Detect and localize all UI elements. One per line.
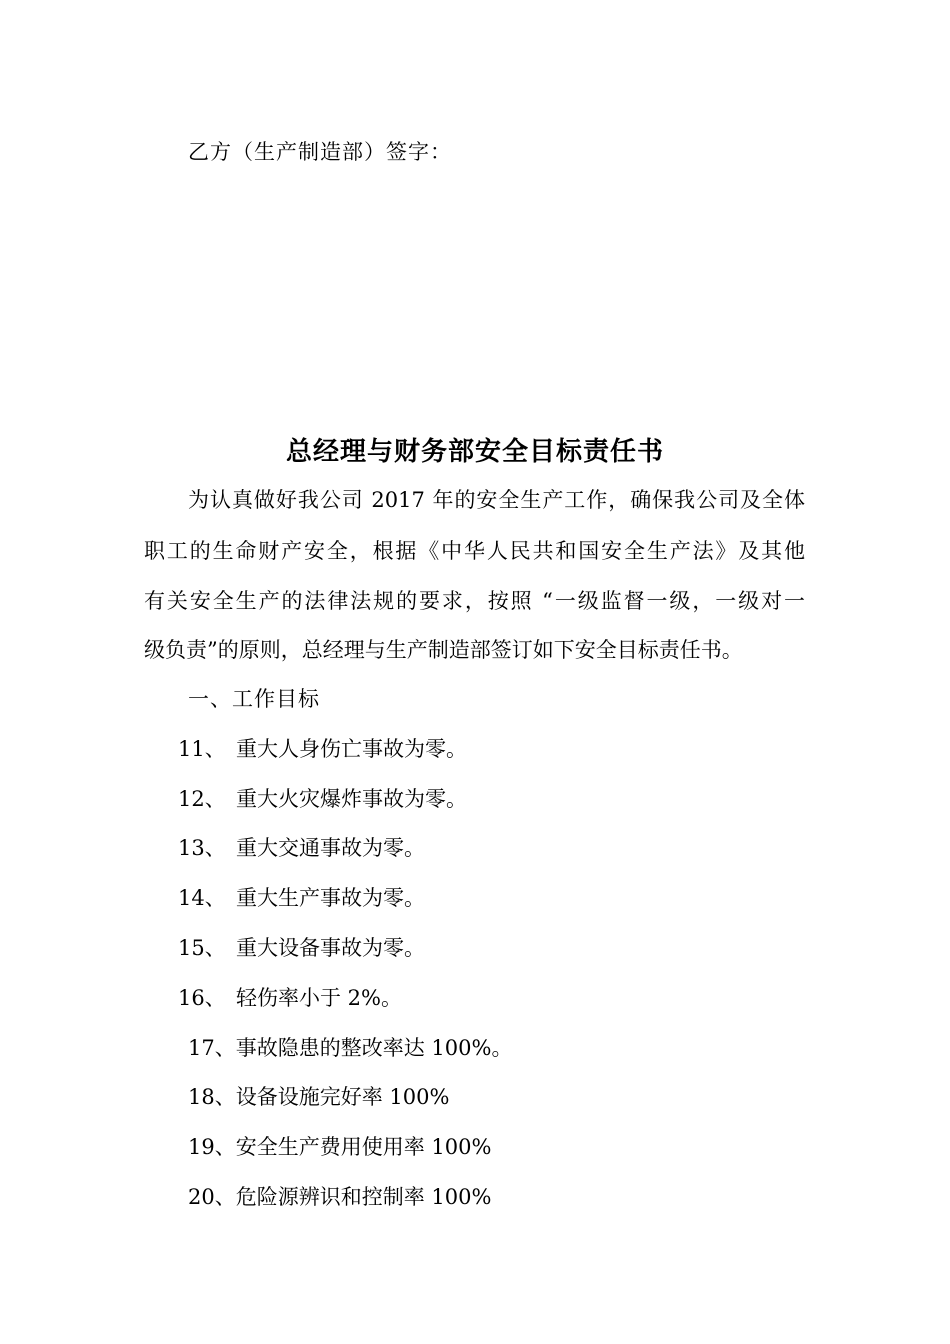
list-item-text: 重大设备事故为零。 (236, 936, 425, 960)
list-item-number: 12、 (178, 787, 226, 811)
intro-line-2: 职工的生命财产安全，根据《中华人民共和国安全生产法》及其他 (144, 539, 805, 563)
list-item-number: 15、 (178, 936, 226, 960)
list-item-text: 设备设施完好率 100% (235, 1085, 450, 1109)
list-item-number: 14、 (178, 886, 226, 910)
signature-line: 乙方（生产制造部）签字： (188, 140, 452, 164)
list-item (188, 1082, 449, 1112)
list-item-number: 11、 (178, 737, 226, 761)
list-item-number: 18、 (188, 1085, 236, 1109)
list-item (188, 1182, 491, 1212)
list-item-text: 危险源辨识和控制率 100% (235, 1185, 492, 1209)
list-item (178, 734, 467, 764)
list-item-number: 16、 (178, 986, 226, 1010)
list-item-text: 安全生产费用使用率 100% (235, 1135, 492, 1159)
list-item-number: 17、 (188, 1036, 236, 1060)
list-item-text: 重大火灾爆炸事故为零。 (236, 787, 467, 811)
list-item (178, 933, 425, 963)
list-item (178, 784, 467, 814)
list-item (178, 983, 402, 1013)
intro-line-4: 级负责”的原则，总经理与生产制造部签订如下安全目标责任书。 (144, 638, 743, 662)
list-item-text: 事故隐患的整改率达 100%。 (235, 1036, 513, 1060)
list-item (178, 833, 425, 863)
document-title: 总经理与财务部安全目标责任书 (285, 437, 664, 467)
list-item-number: 13、 (178, 836, 226, 860)
section-heading-work-goals: 一、工作目标 (188, 687, 320, 711)
list-item (178, 883, 425, 913)
list-item-text: 重大生产事故为零。 (236, 886, 425, 910)
list-item-number: 19、 (188, 1135, 236, 1159)
intro-line-1: 为认真做好我公司 2017 年的安全生产工作，确保我公司及全体 (188, 488, 805, 512)
list-item-number: 20、 (188, 1185, 236, 1209)
list-item (188, 1033, 512, 1063)
list-item-text: 重大人身伤亡事故为零。 (236, 737, 467, 761)
list-item-text: 轻伤率小于 2%。 (236, 986, 402, 1010)
intro-line-3: 有关安全生产的法律法规的要求，按照 “一级监督一级，一级对一 (144, 589, 805, 613)
list-item (188, 1132, 491, 1162)
list-item-text: 重大交通事故为零。 (236, 836, 425, 860)
